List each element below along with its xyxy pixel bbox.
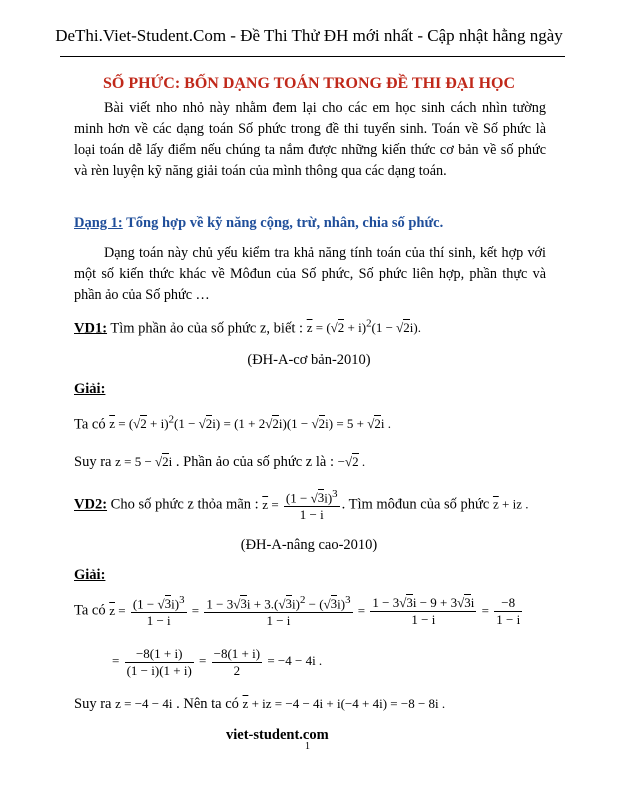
giai-label-1: Giải: xyxy=(74,381,106,397)
page-header: DeThi.Viet-Student.Com - Đề Thi Thử ĐH mới nhất - Cập nhật hằng ngày xyxy=(55,26,563,45)
vd1-solution-line1 xyxy=(74,414,391,433)
vd2-line: VD2: Cho số phức z thỏa mãn : $\overline{z}$ = $\frac{(1 - √3i)^3}{1 - i}$ . Tìm môđun của số phức $\overline{z}$ + iz . xyxy=(74,488,529,523)
vd2-solution-formula2: = $\frac{-8(1 + i)}{(1 - i)(1 + i)}$ = $\frac{-8(1 + i)}{2}$ = −4 − 4i . xyxy=(112,646,323,678)
vd1-source: (ĐH-A-cơ bản-2010) xyxy=(247,352,371,368)
section-heading-dang1 xyxy=(74,215,443,232)
footer-site: viet-student.com xyxy=(226,727,329,743)
vd1-solution-line2: Suy ra z = 5 − √2i . Phần ảo của số phức z là : −√2 . xyxy=(74,454,366,470)
vd2-label: VD2: xyxy=(74,496,108,513)
vd2-solution-line3: Suy ra z = −4 − 4i . Nên ta có $\overline{z}$ + iz = −4 − 4i + i(−4 + 4i) = −8 − 8i . xyxy=(74,696,446,712)
dang1-description: Dạng toán này chủ yếu kiểm tra khả năng tính toán của thí sinh, kết hợp với một số kiến thức khác về Môđun của Số phức, Số phức liên hợp, phần thực và phần ảo của Số phức … xyxy=(74,245,546,303)
page-number: 1 xyxy=(305,741,310,752)
vd2-solution-line1 xyxy=(74,594,524,629)
intro-paragraph: Bài viết nho nhỏ này nhằm đem lại cho các em học sinh cách nhìn tường minh hơn về các dạng toán Số phức trong đề thi tuyển sinh. Toán về Số phức là loại toán dễ lấy điểm nếu chúng ta nắm được những kiến thức cơ bản về số phức và rèn luyện kỹ năng giải toán của mình thông qua các dạng toán. xyxy=(74,100,546,179)
vd2-source: (ĐH-A-nâng cao-2010) xyxy=(240,537,378,553)
vd2-text2: . Tìm môđun của số phức xyxy=(341,496,493,513)
vd2-solution-line2 xyxy=(112,646,322,679)
vd1-line xyxy=(74,318,421,337)
vd2-mid-text: . Nên ta có xyxy=(172,696,243,712)
vd1-suyra-text: . Phần ảo của số phức z là : xyxy=(172,454,338,470)
header-rule xyxy=(60,56,565,57)
vd1-label: VD1: xyxy=(74,320,108,337)
page-title: SỐ PHỨC: BỐN DẠNG TOÁN TRONG ĐỀ THI ĐẠI HỌC xyxy=(102,75,516,92)
suyra-label-2: Suy ra xyxy=(74,696,116,712)
vd1-solution-formula: $\overline{z} = (√2 + i)^2(1 - √2i) = (1 + 2√2i)(1 - √2i) = 5 + √2i$ . xyxy=(109,414,391,432)
vd2-text: Cho số phức z thỏa mãn : xyxy=(107,496,263,513)
vd1-text: Tìm phần ảo của số phức z, biết : xyxy=(107,320,307,337)
section-title: Tổng hợp về kỹ năng cộng, trừ, nhân, chia số phức. xyxy=(122,215,444,231)
vd1-formula: $\overline{z} = (√2 + i)^2(1 - √2i)$. xyxy=(306,318,421,336)
section-label: Dạng 1: xyxy=(74,215,123,231)
suyra-label: Suy ra xyxy=(74,454,116,470)
giai-label-2: Giải: xyxy=(74,567,106,583)
vd2-solution-formula1: $\overline{z}$ = $\frac{(1 - √3i)^3}{1 - i}$ = $\frac{1 - 3√3i + 3.(√3i)^2 - (√3i)^3}{1 - i}$ = $\frac{1 - 3√3i - 9 + 3√3i}{1 - i}$ = $\frac{-8}{1 - i}$ xyxy=(109,594,521,629)
taco-label-2: Ta có xyxy=(74,602,110,619)
vd2-formula: $\overline{z}$ = $\frac{(1 - √3i)^3}{1 - i}$ xyxy=(262,488,338,523)
taco-label: Ta có xyxy=(74,416,110,433)
